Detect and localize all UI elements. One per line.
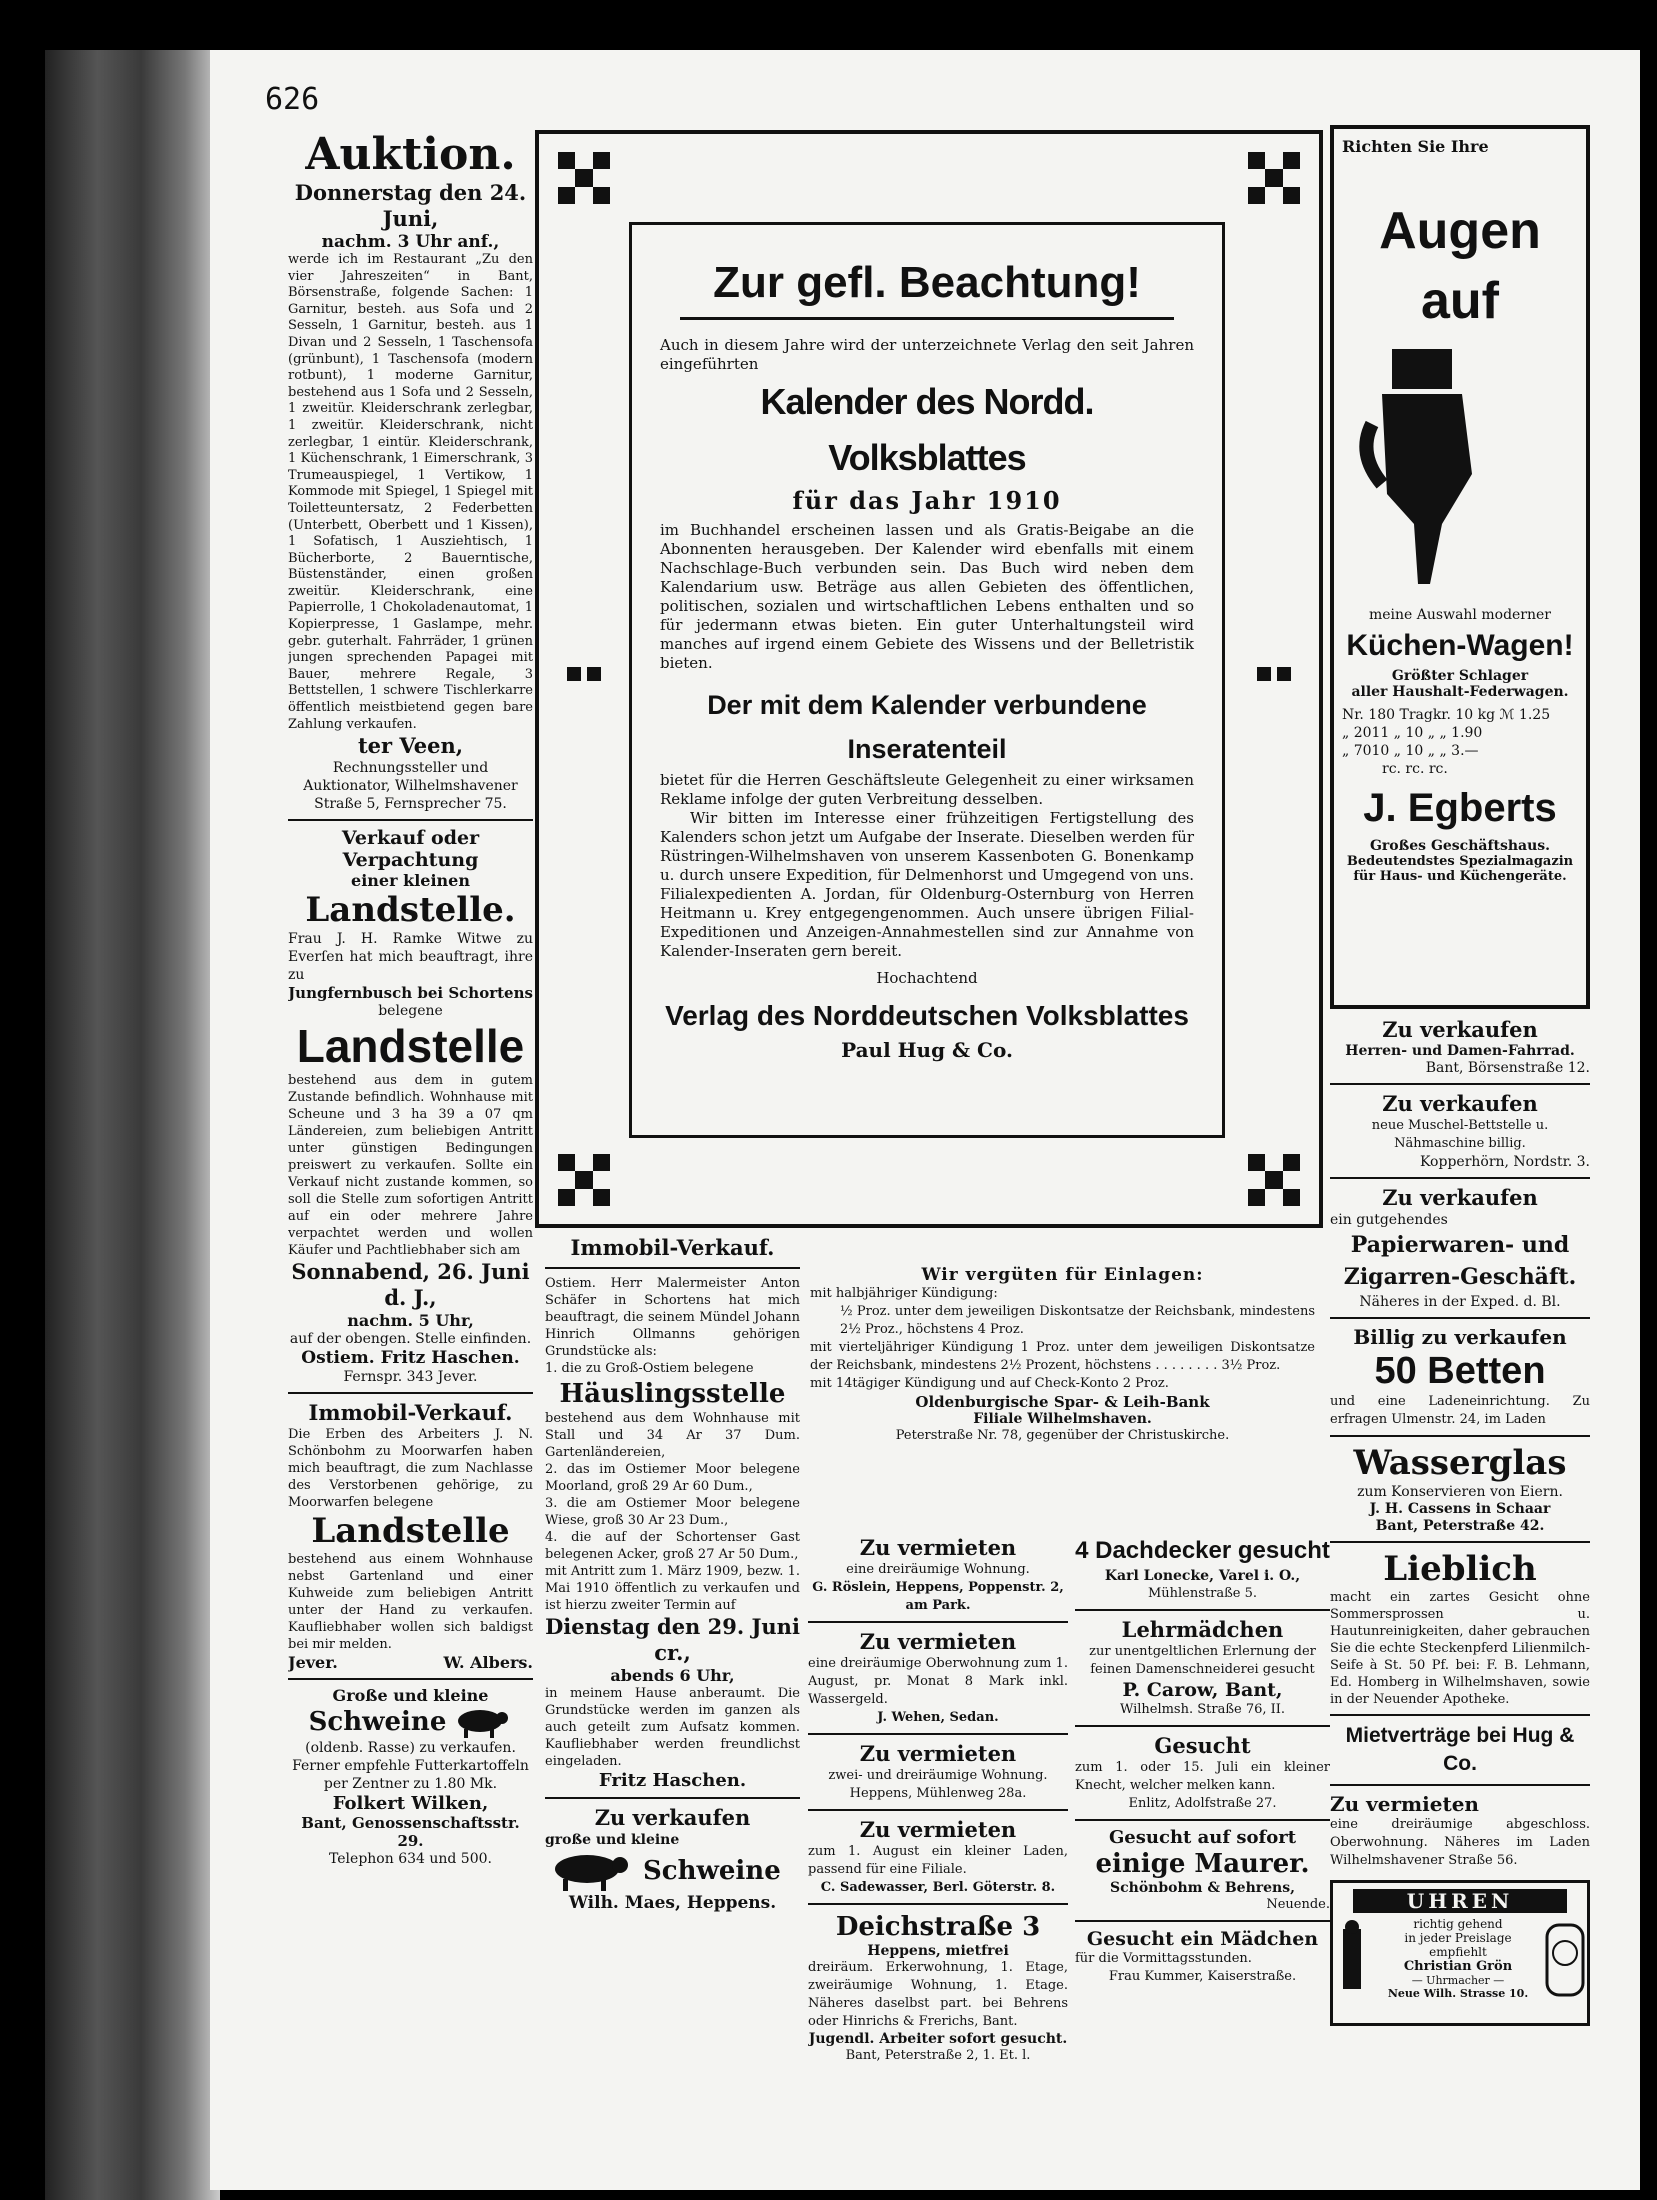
papier-ad bbox=[1330, 1185, 1590, 1311]
verkauf-time: nachm. 5 Uhr, bbox=[347, 1311, 474, 1331]
immobil-mid-time: abends 6 Uhr, bbox=[610, 1666, 735, 1685]
divider bbox=[1330, 1784, 1590, 1786]
lieblich-title: Lieblich bbox=[1383, 1549, 1537, 1589]
figure-icon bbox=[1333, 1919, 1373, 1999]
bank-line-1: mit halbjähriger Kündigung: bbox=[810, 1286, 998, 1301]
bank-line-2: ½ Proz. unter dem jeweiligen Diskontsatze der Reichsbank, mindestens 2½ Proz., höchstens 4 Proz. bbox=[840, 1304, 1315, 1337]
divider bbox=[680, 317, 1174, 320]
divider bbox=[1075, 1609, 1330, 1611]
uhren-title: UHREN bbox=[1353, 1889, 1567, 1913]
immobil-mid-item-1: 1. die zu Groß-Ostiem belegene bbox=[545, 1361, 754, 1376]
bettstelle-ad bbox=[1330, 1091, 1590, 1171]
schweine-left-big: Schweine bbox=[308, 1707, 447, 1738]
uhren-line-2: in jeder Preislage bbox=[1404, 1931, 1512, 1945]
egberts-ad bbox=[1330, 125, 1590, 1009]
divider bbox=[545, 1267, 800, 1269]
immobil-left-title: Immobil-Verkauf. bbox=[308, 1400, 513, 1426]
uhren-row bbox=[1333, 1917, 1587, 2000]
egberts-n1: Großes Geschäftshaus. bbox=[1369, 838, 1551, 854]
right-ad-body: neue Muschel-Bettstelle u. Nähmaschine billig. bbox=[1371, 1118, 1549, 1151]
auktion-ad bbox=[288, 130, 533, 813]
lehr-address: Wilhelmsh. Straße 76, II. bbox=[1119, 1702, 1286, 1717]
center-p2: im Buchhandel erscheinen lassen und als Gratis-Beigabe an die Abonnenten herausgeben. Der Kalender wird ebenfalls mit einem Nachschlage-Buch verbunden sein. Das Buch wird neben dem Kalendarium usw. Beträge aus allen Gebieten des öffentlichen, politischen, sozialen und wirtschaftlichen Lebens enthalten und so für jedermann etwas bieten. Ein guter Unterhaltungsteil wird manches auf irgend einem Gebiete des Wissens und der Belletristik bieten. bbox=[660, 521, 1194, 672]
maurer-name: Schönbohm & Behrens, bbox=[1110, 1880, 1295, 1896]
verkauf-place-2: belegene bbox=[378, 1003, 443, 1020]
papier-title: Zu verkaufen bbox=[1382, 1185, 1538, 1210]
schweine-mid-row bbox=[545, 1849, 800, 1893]
right-column bbox=[1330, 125, 1590, 2085]
clock-icon bbox=[1543, 1919, 1587, 1999]
vermieten-ad bbox=[808, 1741, 1068, 1803]
bank-branch: Filiale Wilhelmshaven. bbox=[973, 1411, 1152, 1427]
immobil-mid-item-1b: bestehend aus dem Wohnhause mit Stall und 34 Ar 37 Dum. Gartenländereien, bbox=[545, 1411, 800, 1460]
egberts-row: Nr. 180 Tragkr. 10 kg ℳ 1.25 bbox=[1342, 707, 1551, 723]
lieblich-body: macht ein zartes Gesicht ohne Sommersprossen u. Hautunreinigkeiten, daher gebrauchen Sie die echte Steckenpferd Lilienmilch-Seife à St. 50 Pf. bei: F. B. Lehmann, Ed. Homberg in Wilhelmshaven, sowie in der Neuender Apotheke. bbox=[1330, 1590, 1590, 1707]
egberts-sub: meine Auswahl moderner bbox=[1368, 607, 1551, 623]
dach-name: Karl Lonecke, Varel i. O., bbox=[1104, 1568, 1301, 1584]
immobil-left-footer bbox=[288, 1653, 533, 1672]
lieblich-ad bbox=[1330, 1549, 1590, 1708]
dach-address: Mühlenstraße 5. bbox=[1147, 1586, 1258, 1601]
wasserglas-ad bbox=[1330, 1443, 1590, 1535]
divider bbox=[288, 819, 533, 821]
maurer-title: Gesucht auf sofort bbox=[1108, 1827, 1297, 1848]
right-ad-address: Bant, Börsenstraße 12. bbox=[1425, 1060, 1590, 1076]
auktion-title: Auktion. bbox=[305, 130, 516, 180]
schweine-left-name: Folkert Wilken, bbox=[332, 1793, 489, 1815]
center-subtitle: Der mit dem Kalender verbundene Inseratenteil bbox=[707, 690, 1147, 764]
fahrrad-ad bbox=[1330, 1017, 1590, 1077]
page-number: 626 bbox=[265, 82, 320, 117]
divider bbox=[288, 1392, 533, 1394]
center-closing: Hochachtend bbox=[876, 969, 978, 987]
egberts-row: rc. rc. rc. bbox=[1382, 761, 1448, 777]
lehr-body: zur unentgeltlichen Erlernung der feinen Damenschneiderei gesucht bbox=[1089, 1644, 1316, 1677]
auktion-time: nachm. 3 Uhr anf., bbox=[321, 232, 500, 252]
betten-title: Billig zu verkaufen bbox=[1353, 1325, 1567, 1349]
immobil-mid-big: Häuslingsstelle bbox=[559, 1379, 786, 1409]
immobil-left-big: Landstelle bbox=[311, 1511, 510, 1552]
schweine-mid-sub: große und kleine bbox=[545, 1832, 680, 1848]
divider bbox=[1330, 1714, 1590, 1716]
uhren-job: — Uhrmacher — bbox=[1411, 1974, 1505, 1987]
divider bbox=[1330, 1083, 1590, 1085]
laden-title: Zu vermieten bbox=[1330, 1792, 1479, 1816]
divider bbox=[808, 1809, 1068, 1811]
auktion-signature: Rechnungssteller und Auktionator, Wilhelmshavener Straße 5, Fernsprecher 75. bbox=[303, 760, 518, 813]
book-spine bbox=[45, 50, 220, 2200]
middle-left-column bbox=[545, 1235, 800, 2085]
vermieten-ad bbox=[808, 1629, 1068, 1727]
center-p3: bietet für die Herren Geschäftsleute Gelegenheit zu einer wirksamen Reklame infolge der guten Verbreitung desselben. bbox=[660, 771, 1194, 808]
verkauf-ad bbox=[288, 827, 533, 1386]
papier-sub: ein gutgehendes bbox=[1330, 1212, 1448, 1228]
divider bbox=[808, 1903, 1068, 1905]
vermieten-ad bbox=[808, 1817, 1068, 1897]
divider bbox=[808, 1621, 1068, 1623]
uhren-line-3: empfiehlt bbox=[1429, 1945, 1487, 1959]
verkauf-phone: Fernspr. 343 Jever. bbox=[343, 1369, 478, 1386]
divider bbox=[1075, 1920, 1330, 1922]
auktion-name: ter Veen, bbox=[357, 733, 464, 759]
deich-ad bbox=[808, 1911, 1068, 2065]
maedchen-body: für die Vormittagsstunden. bbox=[1075, 1951, 1252, 1966]
deich-sub: Heppens, mietfrei bbox=[867, 1943, 1009, 1959]
immobil-mid-body-2: mit Antritt zum 1. März 1909, bezw. 1. Mai 1910 öffentlich zu verkaufen und ist hierzu zweiter Termin auf bbox=[545, 1564, 800, 1613]
vermieten-body: zum 1. August ein kleiner Laden, passend für eine Filiale. bbox=[808, 1844, 1068, 1877]
deich-title: Deichstraße 3 bbox=[835, 1912, 1041, 1942]
bank-line-4: mit 14tägiger Kündigung und auf Check-Konto 2 Proz. bbox=[810, 1376, 1169, 1391]
checker-icon bbox=[539, 1136, 629, 1224]
maedchen-name: Frau Kummer, Kaiserstraße. bbox=[1108, 1969, 1297, 1984]
job-column bbox=[1075, 1535, 1330, 2095]
vermieten-ad bbox=[808, 1535, 1068, 1615]
egberts-s2: aller Haushalt-Federwagen. bbox=[1351, 684, 1569, 700]
wasserglas-body: zum Konservieren von Eiern. bbox=[1357, 1484, 1563, 1500]
center-kalender: Kalender des Nordd. Volksblattes bbox=[760, 381, 1094, 478]
immobil-mid-name: Fritz Haschen. bbox=[598, 1770, 747, 1791]
lehr-title: Lehrmädchen bbox=[1121, 1617, 1284, 1642]
center-title: Zur gefl. Beachtung! bbox=[713, 258, 1141, 307]
bank-address: Peterstraße Nr. 78, gegenüber der Christuskirche. bbox=[895, 1428, 1230, 1443]
wasserglas-name: J. H. Cassens in Schaar bbox=[1369, 1501, 1551, 1517]
egberts-title: Küchen-Wagen! bbox=[1346, 629, 1574, 662]
verkauf-big-2: Landstelle bbox=[296, 1020, 525, 1073]
divider bbox=[1330, 1435, 1590, 1437]
bank-title: Wir vergüten für Einlagen: bbox=[921, 1265, 1204, 1285]
lehr-ad bbox=[1075, 1617, 1330, 1719]
egberts-row: „ 2011 „ 10 „ „ 1.90 bbox=[1342, 725, 1483, 741]
verkauf-body: bestehend aus dem in gutem Zustande befindlich. Wohnhause mit Scheune und 3 ha 39 a 07 qm Ländereien, zum beliebigen Antritt unter günstigen Bedingungen preiswert zu verkaufen. Sollte ein Verkauf nicht zustande kommen, so soll die Stelle zum sofortigen Antritt auf ein oder mehrere Jahre verpachtet werden und wollen Käufer und Pachtliebhaber sich am bbox=[288, 1073, 533, 1259]
verkauf-place: Jungfernbusch bei Schortens bbox=[288, 984, 533, 1003]
immobil-mid-body: Ostiem. Herr Malermeister Anton Schäfer in Schortens hat mich beauftragt, die seinem Mündel Johann Hinrich Ollmanns gehörigen Grundstücke als: bbox=[545, 1276, 800, 1359]
verkauf-body-2: auf der obengen. Stelle einfinden. bbox=[289, 1331, 532, 1348]
checker-icon bbox=[539, 134, 629, 222]
schweine-mid-title: Zu verkaufen bbox=[594, 1805, 751, 1830]
vermieten-body: zwei- und dreiräumige Wohnung. bbox=[828, 1768, 1048, 1783]
betten-ad bbox=[1330, 1325, 1590, 1429]
verkauf-title: Verkauf oder Verpachtung bbox=[341, 827, 480, 872]
uhren-text bbox=[1373, 1917, 1543, 2000]
schweine-left-row bbox=[288, 1705, 533, 1739]
egberts-big: Augen auf bbox=[1379, 202, 1541, 330]
immobil-mid-item-4: 4. die auf der Schortenser Gast belegenen Acker, groß 27 Ar 50 Dum., bbox=[545, 1530, 800, 1562]
egberts-n2: Bedeutendstes Spezialmagazin für Haus- und Küchengeräte. bbox=[1346, 854, 1574, 884]
verkauf-big: Landstelle. bbox=[305, 890, 516, 931]
betten-body: und eine Ladeneinrichtung. Zu erfragen Ulmenstr. 24, im Laden bbox=[1330, 1394, 1590, 1427]
immobil-mid-item-2: 2. das im Ostiemer Moor belegene Moorland, groß 29 Ar 60 Dum., bbox=[545, 1462, 800, 1494]
schweine-mid-big: Schweine bbox=[643, 1856, 781, 1886]
center-signature: Verlag des Norddeutschen Volksblattes bbox=[665, 1000, 1189, 1031]
right-ad-address: Kopperhörn, Nordstr. 3. bbox=[1419, 1154, 1590, 1170]
checker-icon bbox=[1229, 134, 1319, 222]
deich-extra: Jugendl. Arbeiter sofort gesucht. bbox=[808, 2031, 1068, 2047]
gesucht-name: Enlitz, Adolfstraße 27. bbox=[1128, 1796, 1277, 1811]
maurer-place: Neuende. bbox=[1266, 1897, 1330, 1912]
egberts-top: Richten Sie Ihre bbox=[1342, 137, 1489, 156]
immobil-mid-title: Immobil-Verkauf. bbox=[570, 1235, 775, 1260]
maedchen-ad bbox=[1075, 1928, 1330, 1986]
gesucht-ad bbox=[1075, 1733, 1330, 1813]
immobil-mid-date: Dienstag den 29. Juni cr., bbox=[545, 1614, 800, 1665]
immobil-left-body-2: bestehend aus einem Wohnhause nebst Gartenland und einer Kuhweide zum beliebigen Antritt unter der Hand zu verkaufen. Kaufliebhaber wollen sich baldigst bei mir melden. bbox=[288, 1552, 533, 1653]
right-ad-title: Zu verkaufen bbox=[1382, 1091, 1538, 1116]
pig-icon bbox=[545, 1849, 635, 1893]
maedchen-title: Gesucht ein Mädchen bbox=[1086, 1928, 1319, 1950]
schweine-left-addr: Bant, Genossenschaftsstr. 29. bbox=[301, 1814, 520, 1851]
divider bbox=[1330, 1317, 1590, 1319]
center-p4: Wir bitten im Interesse einer frühzeitigen Fertigstellung des Kalenders schon jetzt um Aufgabe der Inserate. Dieselben werden für Rüstringen-Wilhelmshaven von unserem Kassenboten G. Bonenkamp u. durch unsere Expedition, für Delmenhorst und Umgegend von uns. Filialexpedienten A. Jordan, für Oldenburg-Osternburg von Herren Heitmann u. Krey entgegengenommen. Auch unsere übrigen Filial-Expeditionen und Anzeigen-Annahmestellen sind zur Annahme von Kalender-Inseraten gern bereit. bbox=[660, 809, 1194, 960]
lehr-name: P. Carow, Bant, bbox=[1122, 1679, 1283, 1701]
right-ad-body: Herren- und Damen-Fahrrad. bbox=[1345, 1043, 1575, 1059]
center-signature-2: Paul Hug & Co. bbox=[841, 1038, 1013, 1062]
egberts-row: „ 7010 „ 10 „ „ 3.— bbox=[1342, 743, 1479, 759]
maurer-ad bbox=[1075, 1827, 1330, 1914]
gesucht-title: Gesucht bbox=[1154, 1733, 1251, 1758]
vermieten-title: Zu vermieten bbox=[859, 1535, 1017, 1560]
kalender-inner bbox=[629, 222, 1225, 1138]
deich-address: Bant, Peterstraße 2, 1. Et. l. bbox=[845, 2048, 1031, 2063]
bank-ad bbox=[810, 1265, 1315, 1520]
uhren-ad bbox=[1330, 1880, 1590, 2026]
schweine-left-ad bbox=[288, 1686, 533, 1868]
verkauf-sub: einer kleinen bbox=[351, 871, 470, 891]
papier-body: Näheres in der Exped. d. Bl. bbox=[1359, 1294, 1561, 1310]
vermieten-body: eine dreiräumige Oberwohnung zum 1. August, pr. Monat 8 Mark inkl. Wassergeld. bbox=[808, 1656, 1068, 1707]
pig-icon bbox=[452, 1705, 512, 1739]
verkauf-date: Sonnabend, 26. Juni d. J., bbox=[291, 1259, 530, 1311]
auktion-date: Donnerstag den 24. Juni, bbox=[294, 180, 527, 231]
auktion-body: werde ich im Restaurant „Zu den vier Jahreszeiten“ in Bant, Börsenstraße, folgende Sachen: 1 Garnitur, besteh. aus Sofa und 2 Sesseln, 1 Garnitur, besteh. aus 1 Divan und 2 Sesseln, 1 Taschensofa (grünbunt), 1 Taschensofa (modern rotbunt), 1 moderne Garnitur, bestehend aus 1 Sofa und 2 Sesseln, 1 zweitür. Kleiderschrank zerlegbar, 1 zweitür. Kleiderschrank, nicht zerlegbar, 1 eintür. Kleiderschrank, 1 Küchenschrank, 1 Eimerschrank, 3 Trumeauspiegel, 1 Vertikow, 1 Kommode mit Spiegel, 1 Spiegel mit Toiletteuntersatz, 2 Federbetten (Unterbett, Oberbett und 1 Kissen), 1 Sofatisch, 1 Ausziehtisch, 1 Bücherborte, 2 Bauerntische, Büstenständer, einen großen zweitür. Kleiderschrank, eine Papierrolle, 1 Chokoladenautomat, 1 Kopierpresse, 1 Gaslampe, mehr. gebr. guterhalt. Fahrräder, 1 grünen jungen sprechenden Papagei mit Bauer, mehrere Regale, 3 Bettstellen, 1 schwere Tischlerkarre öffentlich meistbietend gegen bare Zahlung verkaufen. bbox=[288, 252, 533, 732]
bank-line-3: mit vierteljähriger Kündigung 1 Proz. unter dem jeweiligen Diskontsatze der Reichsbank, mindestens 2½ Prozent, höchstens . . . . . . . . 3½ Proz. bbox=[810, 1340, 1315, 1373]
ornament-icon bbox=[1229, 644, 1319, 704]
kalender-frame bbox=[535, 130, 1323, 1228]
dach-title: 4 Dachdecker gesucht bbox=[1075, 1537, 1330, 1564]
verkauf-name: Ostiem. Fritz Haschen. bbox=[301, 1348, 520, 1369]
uhren-line-1: richtig gehend bbox=[1413, 1917, 1503, 1931]
ornament-icon bbox=[539, 644, 629, 704]
divider bbox=[1330, 1541, 1590, 1543]
laden-ad bbox=[1330, 1792, 1590, 1870]
uhren-name: Christian Grön bbox=[1403, 1959, 1513, 1974]
vermieten-name: Heppens, Mühlenweg 28a. bbox=[849, 1786, 1027, 1801]
pointing-hand-icon bbox=[1342, 344, 1492, 594]
dach-ad bbox=[1075, 1535, 1330, 1603]
schweine-mid-name: Wilh. Maes, Heppens. bbox=[568, 1893, 777, 1913]
vermieten-column bbox=[808, 1535, 1068, 2095]
egberts-s1: Größter Schlager bbox=[1391, 668, 1529, 684]
uhren-address: Neue Wilh. Strasse 10. bbox=[1387, 1987, 1529, 2000]
schweine-left-phone: Telephon 634 und 500. bbox=[329, 1851, 492, 1868]
laden-body: eine dreiräumige abgeschloss. Oberwohnung. Näheres im Laden Wilhelmshavener Straße 56. bbox=[1330, 1817, 1590, 1868]
vermieten-title: Zu vermieten bbox=[859, 1629, 1017, 1654]
immobil-left-body: Die Erben des Arbeiters J. N. Schönbohm zu Moorwarfen haben mich beauftragt, die zum Nachlasse des Verstorbenen gehörige, zu Moorwarfen belegene bbox=[288, 1427, 533, 1511]
checker-icon bbox=[1229, 1136, 1319, 1224]
verkauf-intro: Frau J. H. Ramke Witwe zu Everſen hat mich beauftragt, ihre zu bbox=[288, 931, 533, 984]
schweine-left-title: Große und kleine bbox=[332, 1686, 489, 1706]
vermieten-title: Zu vermieten bbox=[859, 1741, 1017, 1766]
schweine-left-body: Ferner empfehle Futterkartoffeln per Zentner zu 1.80 Mk. bbox=[292, 1758, 529, 1793]
vermieten-name: J. Wehen, Sedan. bbox=[877, 1710, 999, 1725]
divider bbox=[545, 1797, 800, 1799]
immobil-mid-item-3: 3. die am Ostiemer Moor belegene Wiese, groß 30 Ar 23 Dum., bbox=[545, 1496, 800, 1528]
immobil-left-ad bbox=[288, 1400, 533, 1672]
mietvertraege-ad: Mietverträge bei Hug & Co. bbox=[1345, 1724, 1575, 1775]
left-column bbox=[288, 130, 533, 2100]
maurer-big: einige Maurer. bbox=[1095, 1849, 1310, 1879]
vermieten-name: G. Röslein, Heppens, Poppenstr. 2, am Park. bbox=[812, 1580, 1064, 1613]
divider bbox=[1075, 1725, 1330, 1727]
vermieten-body: eine dreiräumige Wohnung. bbox=[846, 1562, 1030, 1577]
center-year: für das Jahr 1910 bbox=[792, 486, 1062, 515]
divider bbox=[808, 1733, 1068, 1735]
immobil-mid-body-3: in meinem Hause anberaumt. Die Grundstücke werden im ganzen als auch geteilt zum Aufsatz kommen. Kaufliebhaber werden freundlichst eingeladen. bbox=[545, 1686, 800, 1769]
immobil-left-name: W. Albers. bbox=[443, 1653, 533, 1673]
egberts-name: J. Egberts bbox=[1363, 786, 1557, 830]
schweine-left-sub: (oldenb. Rasse) zu verkaufen. bbox=[305, 1740, 516, 1757]
divider bbox=[1075, 1819, 1330, 1821]
wasserglas-address: Bant, Peterstraße 42. bbox=[1375, 1518, 1545, 1534]
bank-name: Oldenburgische Spar- & Leih-Bank bbox=[915, 1393, 1210, 1411]
gesucht-body: zum 1. oder 15. Juli ein kleiner Knecht, welcher melken kann. bbox=[1075, 1760, 1330, 1793]
betten-big: 50 Betten bbox=[1374, 1350, 1546, 1392]
immobil-left-place: Jever. bbox=[288, 1653, 338, 1673]
papier-big: Papierwaren- und Zigarren-Geschäft. bbox=[1343, 1232, 1577, 1290]
divider bbox=[288, 1678, 533, 1680]
deich-body: dreiräum. Erkerwohnung, 1. Etage, zweiräumige Wohnung, 1. Etage. Näheres daselbst part. bei Behrens oder Hinrichs & Frerichs, Bant. bbox=[808, 1960, 1068, 2029]
wasserglas-title: Wasserglas bbox=[1353, 1443, 1567, 1483]
center-p1: Auch in diesem Jahre wird der unterzeichnete Verlag den seit Jahren eingeführten bbox=[660, 336, 1194, 373]
vermieten-title: Zu vermieten bbox=[859, 1817, 1017, 1842]
divider bbox=[1330, 1177, 1590, 1179]
vermieten-name: C. Sadewasser, Berl. Göterstr. 8. bbox=[820, 1880, 1056, 1895]
right-ad-title: Zu verkaufen bbox=[1382, 1017, 1538, 1042]
